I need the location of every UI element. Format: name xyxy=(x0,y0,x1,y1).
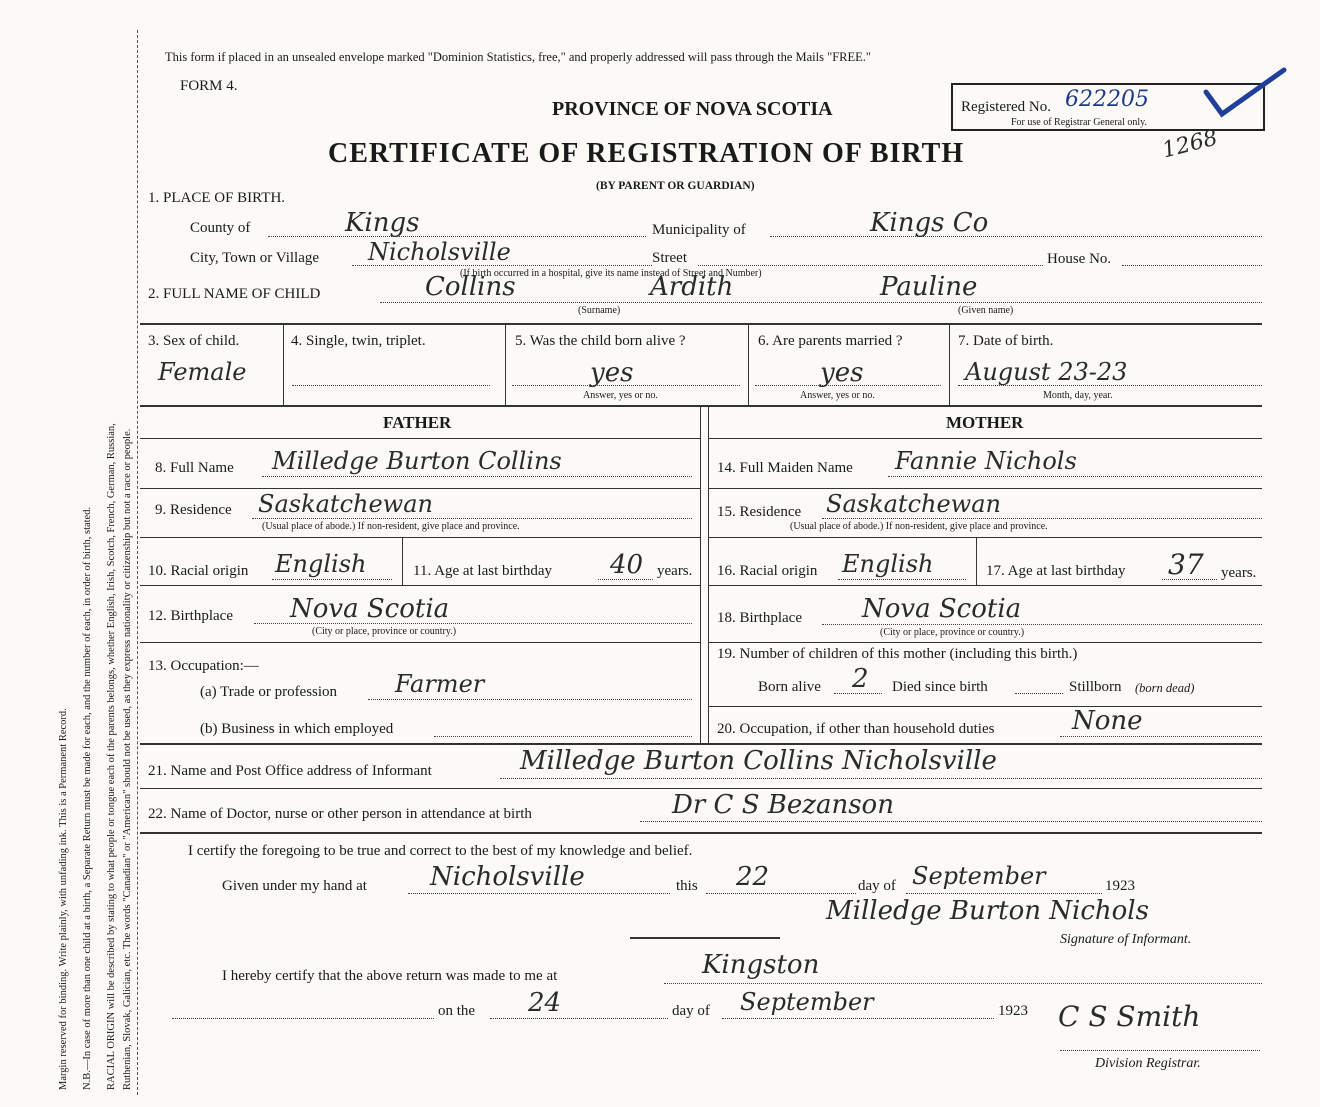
father-name-value: Milledge Burton Collins xyxy=(272,447,562,475)
mother-age-value: 37 xyxy=(1168,548,1204,581)
father-bp-note: (City or place, province or country.) xyxy=(312,626,457,637)
mother-abode-note: (Usual place of abode.) If non-resident, give place and province. xyxy=(790,521,1048,532)
father-birthplace-value: Nova Scotia xyxy=(290,594,450,624)
certify-year: 1923 xyxy=(1105,878,1135,894)
mother-name-value: Fannie Nichols xyxy=(895,447,1077,475)
registrar-text: I hereby certify that the above return was made to me at xyxy=(222,968,558,984)
blue-check-mark xyxy=(1200,62,1290,122)
mother-heading: MOTHER xyxy=(946,413,1024,432)
municipality-label: Municipality of xyxy=(652,222,746,238)
mother-race-value: English xyxy=(842,550,934,578)
mother-birthplace-label: 18. Birthplace xyxy=(717,610,802,626)
alive-label: 5. Was the child born alive ? xyxy=(515,333,686,349)
margin-note-4: Ruthenian, Slovak, Galician, etc. The words "Canadian" or "American" should not be used, as they express nationality or citizenship but not a race or people. xyxy=(122,428,133,1090)
registrar-onthe-label: on the xyxy=(438,1003,476,1019)
house-label: House No. xyxy=(1047,251,1112,267)
stillborn-note: (born dead) xyxy=(1135,681,1195,695)
county-value: Kings xyxy=(345,208,420,238)
margin-note-1: Margin reserved for binding. Write plainly, with unfading ink. This is a Permanent Record. xyxy=(58,708,69,1090)
business-label: (b) Business in which employed xyxy=(200,721,394,737)
father-name-label: 8. Full Name xyxy=(155,460,234,476)
sex-label: 3. Sex of child. xyxy=(148,333,240,349)
stamp-number: 1268 xyxy=(1159,125,1221,164)
stillborn-label: Stillborn xyxy=(1069,679,1122,695)
father-years: years. xyxy=(657,563,693,579)
municipality-value: Kings Co xyxy=(870,208,989,238)
reg-label: Registered No. xyxy=(961,99,1051,115)
registrar-dayof-label: day of xyxy=(672,1003,710,1019)
registrar-month: September xyxy=(740,988,874,1016)
registrar-signature: C S Smith xyxy=(1058,1000,1201,1033)
county-label: County of xyxy=(190,220,251,236)
mother-race-label: 16. Racial origin xyxy=(717,563,818,579)
father-birthplace-label: 12. Birthplace xyxy=(148,608,233,624)
mother-birthplace-value: Nova Scotia xyxy=(862,594,1022,624)
child-given-1: Ardith xyxy=(650,272,734,302)
certify-this-label: this xyxy=(676,878,698,894)
street-label: Street xyxy=(652,250,687,266)
certify-day: 22 xyxy=(736,862,770,892)
form-number: FORM 4. xyxy=(180,78,238,94)
certify-month: September xyxy=(912,862,1046,890)
given-note: (Given name) xyxy=(958,305,1014,316)
child-name-label: 2. FULL NAME OF CHILD xyxy=(148,286,321,302)
father-residence-label: 9. Residence xyxy=(155,502,232,518)
dob-value: August 23-23 xyxy=(965,358,1128,386)
father-race-label: 10. Racial origin xyxy=(148,563,249,579)
mother-occupation-value: None xyxy=(1072,706,1143,736)
father-abode-note: (Usual place of abode.) If non-resident, give place and province. xyxy=(262,521,520,532)
father-heading: FATHER xyxy=(383,413,452,432)
surname-note: (Surname) xyxy=(578,305,621,316)
mother-age-label: 17. Age at last birthday xyxy=(986,563,1126,579)
born-alive-label: Born alive xyxy=(758,679,821,695)
single-label: 4. Single, twin, triplet. xyxy=(291,333,426,349)
page-title: CERTIFICATE OF REGISTRATION OF BIRTH xyxy=(328,138,965,169)
married-label: 6. Are parents married ? xyxy=(758,333,903,349)
mother-bp-note: (City or place, province or country.) xyxy=(880,627,1025,638)
father-residence-value: Saskatchewan xyxy=(258,490,433,518)
registrar-signature-label: Division Registrar. xyxy=(1095,1056,1201,1071)
children-label: 19. Number of children of this mother (including this birth.) xyxy=(717,646,1078,662)
born-alive-value: 2 xyxy=(852,664,869,694)
died-label: Died since birth xyxy=(892,679,988,695)
city-value: Nicholsville xyxy=(368,238,511,266)
certify-place: Nicholsville xyxy=(430,862,585,892)
place-heading: 1. PLACE OF BIRTH. xyxy=(148,190,286,206)
margin-rule xyxy=(137,30,138,1095)
married-note: Answer, yes or no. xyxy=(800,390,875,401)
given-under-label: Given under my hand at xyxy=(222,878,367,894)
doctor-value: Dr C S Bezanson xyxy=(672,790,894,820)
trade-label: (a) Trade or profession xyxy=(200,684,338,700)
father-age-label: 11. Age at last birthday xyxy=(413,563,552,579)
mother-occupation-label: 20. Occupation, if other than household duties xyxy=(717,721,995,737)
married-value: yes xyxy=(820,358,864,388)
registrar-place: Kingston xyxy=(702,950,820,980)
doctor-label: 22. Name of Doctor, nurse or other person in attendance at birth xyxy=(148,806,532,822)
mother-years: years. xyxy=(1221,565,1257,581)
margin-note-2: N.B.—In case of more than one child at a birth, a Separate Return must be made for each, and the number of each, in order of birth, stated. xyxy=(82,506,93,1090)
hospital-note: (If birth occurred in a hospital, give its name instead of Street and Number) xyxy=(460,268,762,279)
informant-value: Milledge Burton Collins Nicholsville xyxy=(520,746,997,776)
alive-note: Answer, yes or no. xyxy=(583,390,658,401)
reg-number: 622205 xyxy=(1065,87,1149,112)
mother-residence-value: Saskatchewan xyxy=(826,490,1001,518)
page-subtitle: (BY PARENT OR GUARDIAN) xyxy=(596,180,755,192)
informant-label: 21. Name and Post Office address of Informant xyxy=(148,763,432,779)
child-given-2: Pauline xyxy=(880,272,978,302)
dob-note: Month, day, year. xyxy=(1043,390,1113,401)
registrar-year: 1923 xyxy=(998,1003,1028,1019)
father-occupation-label: 13. Occupation:— xyxy=(148,658,259,674)
father-race-value: English xyxy=(275,550,367,578)
registrar-day: 24 xyxy=(528,988,562,1018)
child-surname: Collins xyxy=(425,272,516,302)
sex-value: Female xyxy=(158,358,247,386)
reg-note: For use of Registrar General only. xyxy=(1011,117,1147,128)
certify-text: I certify the foregoing to be true and correct to the best of my knowledge and belief. xyxy=(188,843,693,859)
city-label: City, Town or Village xyxy=(190,250,320,266)
mother-name-label: 14. Full Maiden Name xyxy=(717,460,853,476)
mail-notice: This form if placed in an unsealed envelope marked "Dominion Statistics, free," and properly addressed will pass through the Mails "FREE." xyxy=(165,50,872,64)
trade-value: Farmer xyxy=(395,670,485,698)
certify-dayof-label: day of xyxy=(858,878,896,894)
dob-label: 7. Date of birth. xyxy=(958,333,1054,349)
mother-residence-label: 15. Residence xyxy=(717,504,802,520)
father-age-value: 40 xyxy=(610,550,644,580)
margin-note-3: RACIAL ORIGIN will be described by stating to what people or tongue each of the parents belongs, whether English, Irish, Scotch, French, German, Russian, xyxy=(106,423,117,1090)
province-title: PROVINCE OF NOVA SCOTIA xyxy=(552,98,833,120)
alive-value: yes xyxy=(590,358,634,388)
informant-signature: Milledge Burton Nichols xyxy=(826,896,1149,926)
informant-signature-label: Signature of Informant. xyxy=(1060,932,1192,947)
